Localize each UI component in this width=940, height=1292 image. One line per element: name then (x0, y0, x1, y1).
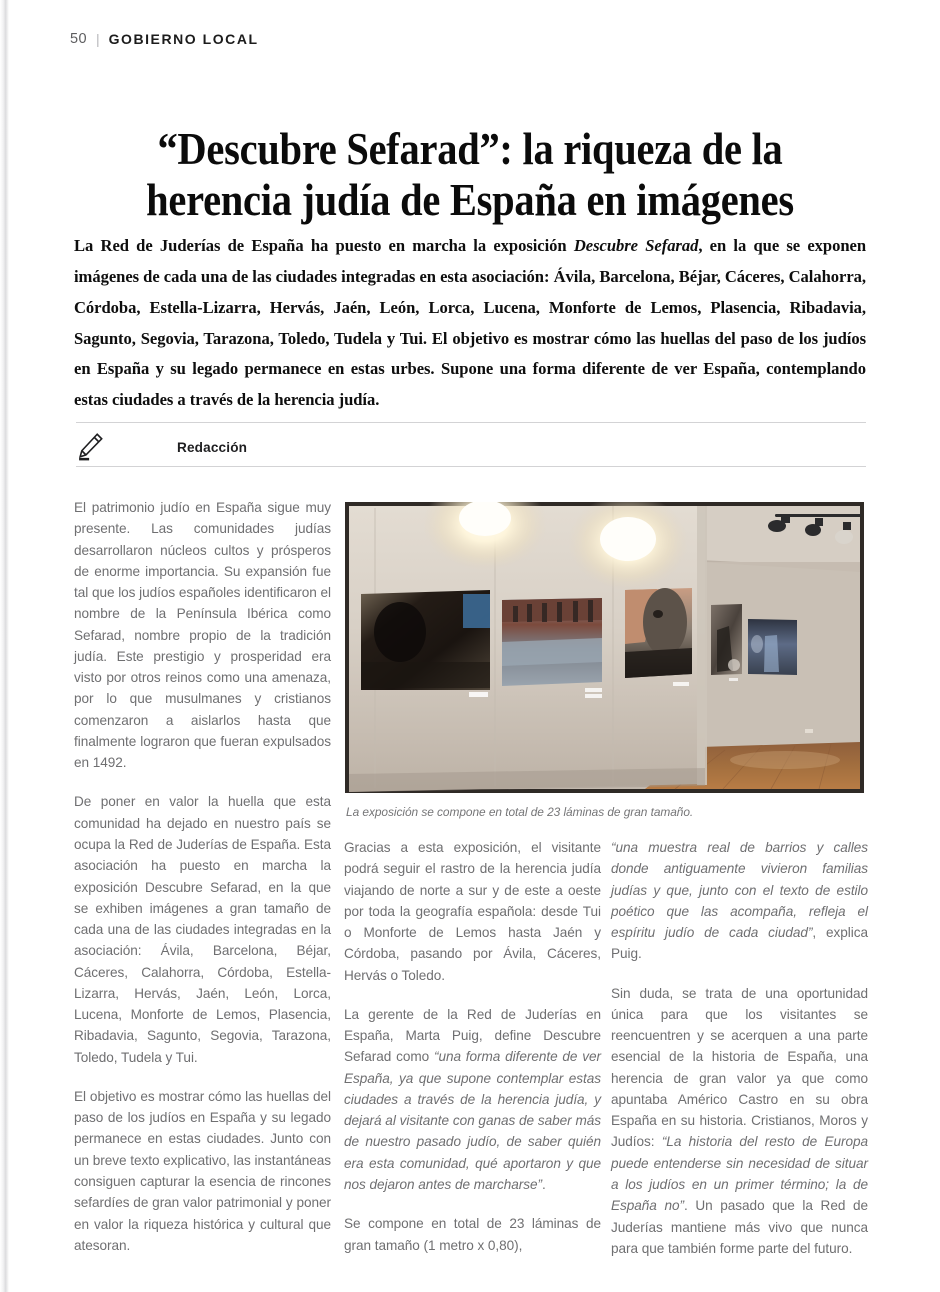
byline-rule-top (76, 422, 866, 423)
quote-intro: Sin duda, se trata de una oportunidad única para que los visitantes se reencuentren y se acerquen a una parte esencial de la historia de España, una herencia de gran valor ya que como apuntaba Américo Castro en su obra España en su historia. Cristianos, Moros y Judíos: (611, 985, 868, 1150)
paragraph: De poner en valor la huella que esta comunidad ha dejado en nuestro país se ocupa la Red de Juderías de España. Esta asociación ha puesto en marcha la exposición Descubre Sefarad, en la que se exhiben imágenes a gran tamaño de cada una de las ciudades integradas en la asociación: Ávila, Barcelona, Béjar, Cáceres, Calahorra, Córdoba, Estella-Lizarra, Hervás, Jaén, León, Lorca, Lucena, Monforte de Lemos, Plasencia, Ribadavia, Sagunto, Segovia, Tarazona, Toledo, Tudela y Tui. (74, 794, 331, 1065)
paragraph: El patrimonio judío en España sigue muy presente. Las comunidades judías desarrollaron núcleos cultos y prósperos de enorme importancia. Su expansión fue tal que los judíos españoles identificaron el nombre de la Península Ibérica como Sefarad, nombre propio de la tradición judía. Este prestigio y prosperidad era visto por otros reinos como una amenaza, por lo que musulmanes y cristianos comenzaron a aislarlos hasta que finalmente lograron que fueran expulsados en 1492. (74, 500, 331, 771)
byline (76, 430, 247, 464)
body-column-2 (344, 837, 601, 1256)
article-headline: “Descubre Sefarad”: la riqueza de la herencia judía de España en imágenes (146, 124, 794, 225)
page-folio-number: 50 (70, 31, 87, 47)
paragraph: Gracias a esta exposición, el visitante podrá seguir el rastro de la herencia judía viajando de norte a sur y de este a oeste por toda la geografía española: desde Tui o Monforte de Lemos hasta Jaén y Córdoba, pasando por Ávila, Cáceres, Hervás o Toledo. (344, 840, 601, 983)
paragraph-with-quote (344, 1004, 601, 1195)
quote-end: . Un pasado que la Red de Juderías mantiene más vivo que nunca para que también forme parte del futuro. (611, 1198, 869, 1256)
quote-end: . (541, 1176, 546, 1192)
standfirst-part-1: La Red de Juderías de España ha puesto en marcha la exposición (74, 236, 574, 255)
pull-quote-marta-puig: “una forma diferente de ver España, ya que supone contemplar estas ciudades a través de la herencia judía, y dejará al visitante con ganas de saber más de nuestro pasado judío, de saber quién era esta comunidad, qué aportaron y que nos dejaron antes de marcharse” (344, 1049, 601, 1192)
quote-attribution: , explica Puig. (611, 925, 868, 962)
pull-quote-americo-castro: “La historia del resto de Europa puede entenderse sin necesidad de situar a los judíos en un primer término; la de España no” (611, 1134, 868, 1214)
section-label: GOBIERNO LOCAL (108, 31, 259, 47)
byline-author: Redacción (177, 439, 248, 455)
standfirst-exhibition-title: Descubre Sefarad (573, 236, 699, 255)
paragraph-with-quote (611, 837, 868, 965)
pencil-icon (76, 431, 106, 463)
pull-quote-exhibition: “una muestra real de barrios y calles donde antiguamente vivieron familias judías y que, junto con el texto de estilo poético que las acompaña, refleja el espíritu judío de cada ciudad” (611, 840, 868, 941)
byline-rule-bottom (76, 466, 866, 467)
quote-intro: La gerente de la Red de Juderías en España, Marta Puig, define Descubre Sefarad como (344, 1006, 601, 1065)
header-divider: | (95, 31, 100, 47)
paragraph: Se compone en total de 23 láminas de gran tamaño (1 metro x 0,80), (344, 1216, 601, 1253)
body-column-1 (74, 497, 331, 1256)
article-photo (345, 502, 864, 793)
running-header (70, 31, 259, 47)
paragraph-with-quote (611, 983, 868, 1259)
standfirst-part-2: , en la que se exponen imágenes de cada una de las ciudades integradas en esta asociación: Ávila, Barcelona, Béjar, Cáceres, Calahorra, Córdoba, Estella-Lizarra, Hervás, Jaén, León, Lorca, Lucena, Monforte de Lemos, Plasencia, Ribadavia, Sagunto, Segovia, Tarazona, Toledo, Tudela y Tui. El objetivo es mostrar cómo las huellas del paso de los judíos en España y su legado permanece en estas urbes. Supone una forma diferente de ver España, contemplando estas ciudades a través de la herencia judía. (74, 236, 866, 410)
body-column-3 (611, 837, 868, 1259)
photo-caption: La exposición se compone en total de 23 láminas de gran tamaño. (346, 805, 694, 819)
paragraph: El objetivo es mostrar cómo las huellas del paso de los judíos en España y su legado permanece en estas ciudades. Junto con un breve texto explicativo, las instantáneas consiguen capturar la esencia de rincones sefardíes de gran valor patrimonial y poner en valor la riqueza histórica y cultural que atesoran. (74, 1088, 331, 1253)
article-standfirst (74, 231, 866, 416)
